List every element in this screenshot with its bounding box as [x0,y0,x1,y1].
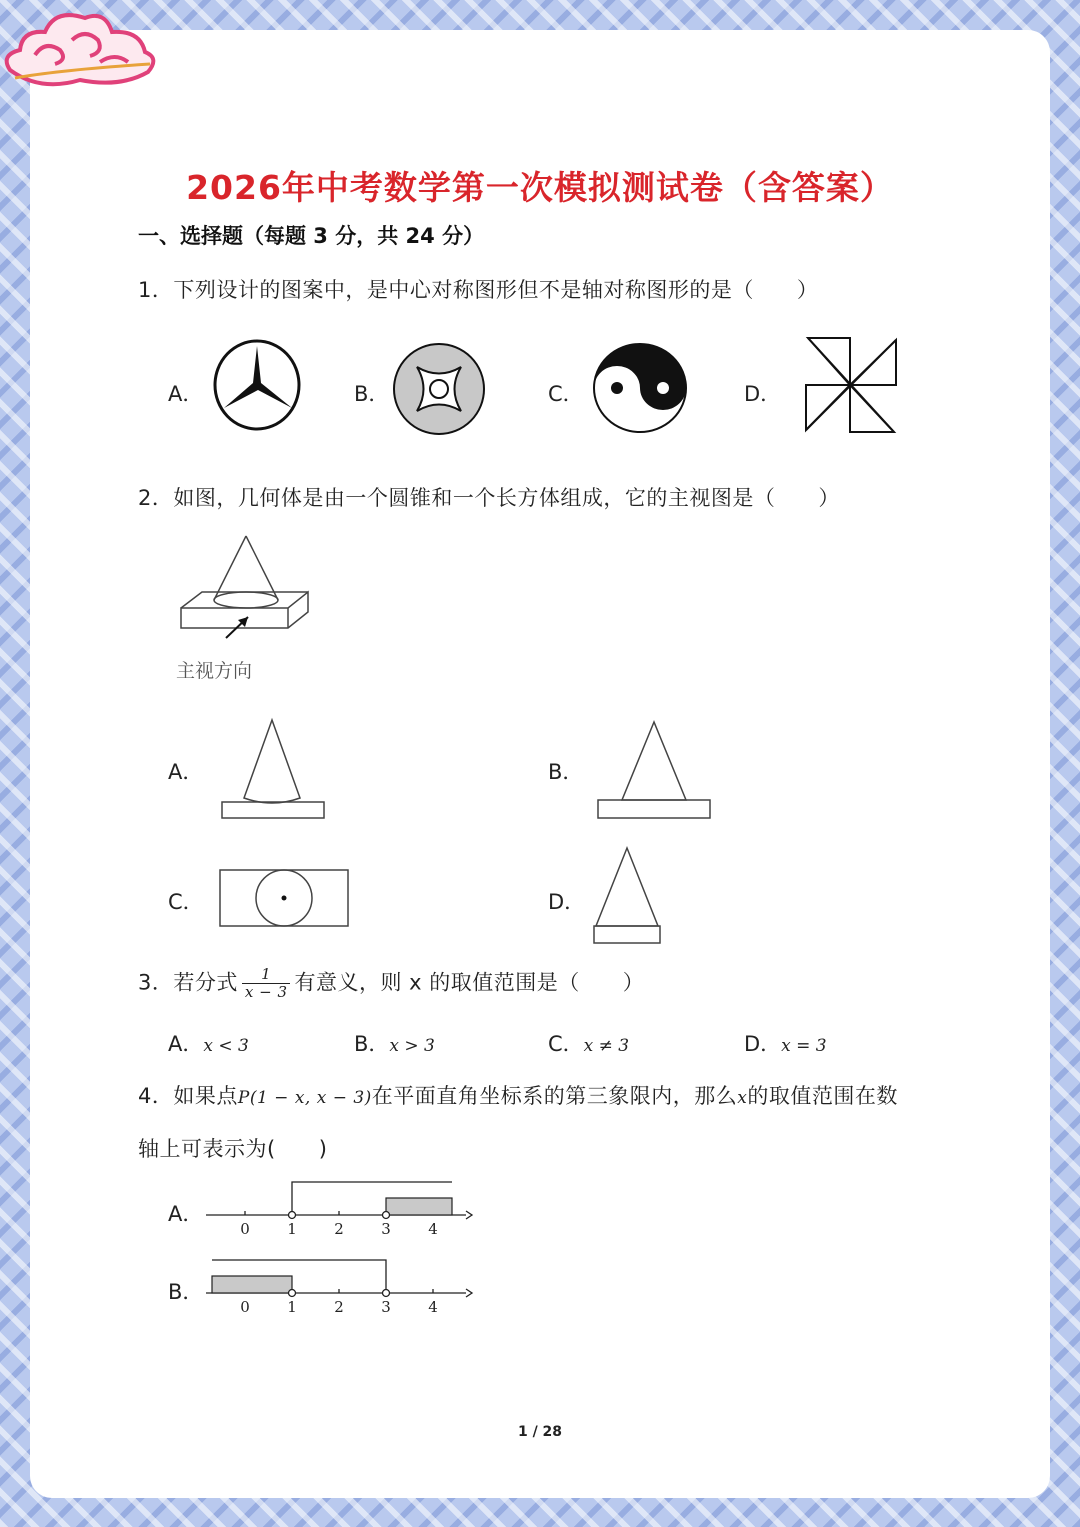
q4-option-b-label: B． [168,1280,204,1304]
q1-option-a-label: A． [168,382,204,406]
q4b-tick-2: 2 [334,1298,344,1316]
section-heading: 一、选择题（每题 3 分，共 24 分） [138,224,485,248]
q2-option-d-label: D． [548,890,586,914]
q2-view-direction-caption: 主视方向 [176,660,253,682]
q3-option-a: A．x < 3 [168,1032,249,1056]
question-2-text: 2．如图，几何体是由一个圆锥和一个长方体组成，它的主视图是（ ） [138,486,840,510]
q4b-tick-0: 0 [240,1298,250,1316]
q3-fraction-numerator: 1 [242,966,291,984]
q1-option-b-coin-icon [392,342,487,437]
q3-option-a-expr: x < 3 [203,1036,249,1056]
cloud-decoration-icon [0,0,160,100]
q1-option-a-mercedes-icon [212,338,302,433]
question-3-text [138,966,644,1001]
q4b-tick-1: 1 [287,1298,297,1316]
q1-option-c-label: C． [548,382,584,406]
q2-option-b-figure [596,720,712,820]
q1-option-d-pinwheel-icon [804,336,898,434]
q4-option-a-label: A． [168,1202,204,1226]
q3-option-b-expr: x > 3 [389,1036,435,1056]
q4-point-expr: P(1 − x, x − 3) [237,1088,372,1108]
q3-fraction [242,966,291,1001]
page-number: 1 / 28 [517,1424,563,1440]
page-title: 2026年中考数学第一次模拟测试卷（含答案） [186,168,894,207]
q3-option-c-expr: x ≠ 3 [583,1036,630,1056]
q2-option-c-label: C． [168,890,204,914]
q1-option-b-label: B． [354,382,390,406]
q2-option-d-figure [592,846,662,946]
q2-option-a-label: A． [168,760,204,784]
question-4-text-line2: 轴上可表示为( ) [138,1137,328,1161]
q3-prefix: 3．若分式 [138,970,238,995]
q3-option-c: C．x ≠ 3 [548,1032,630,1056]
q1-option-d-label: D． [744,382,782,406]
q3-option-b: B．x > 3 [354,1032,435,1056]
q3-fraction-denominator: x − 3 [244,983,288,1001]
question-4-text: 4．如果点P(1 − x, x − 3)在平面直角坐标系的第三象限内，那么x的取值范围在数 [138,1084,898,1108]
q2-solid-figure [176,534,316,644]
q4b-tick-3: 3 [381,1298,391,1316]
q2-option-a-figure [220,718,326,820]
q4-option-b-number-line [204,1256,476,1316]
q4a-tick-0: 0 [240,1220,250,1238]
q4a-tick-3: 3 [381,1220,391,1238]
q3-option-d-expr: x = 3 [781,1036,827,1056]
q1-option-c-taiji-icon [592,342,688,434]
q4a-tick-4: 4 [428,1220,438,1238]
q2-option-c-figure [218,868,350,928]
q4-var: x [737,1088,748,1108]
q4a-tick-1: 1 [287,1220,297,1238]
q3-option-d: D．x = 3 [744,1032,827,1056]
q4-option-a-number-line [204,1178,476,1238]
q3-suffix: 有意义，则 x 的取值范围是（ ） [294,970,645,995]
q4b-tick-4: 4 [428,1298,438,1316]
q4a-tick-2: 2 [334,1220,344,1238]
q2-option-b-label: B． [548,760,584,784]
question-1-text: 1．下列设计的图案中，是中心对称图形但不是轴对称图形的是（ ） [138,278,819,302]
